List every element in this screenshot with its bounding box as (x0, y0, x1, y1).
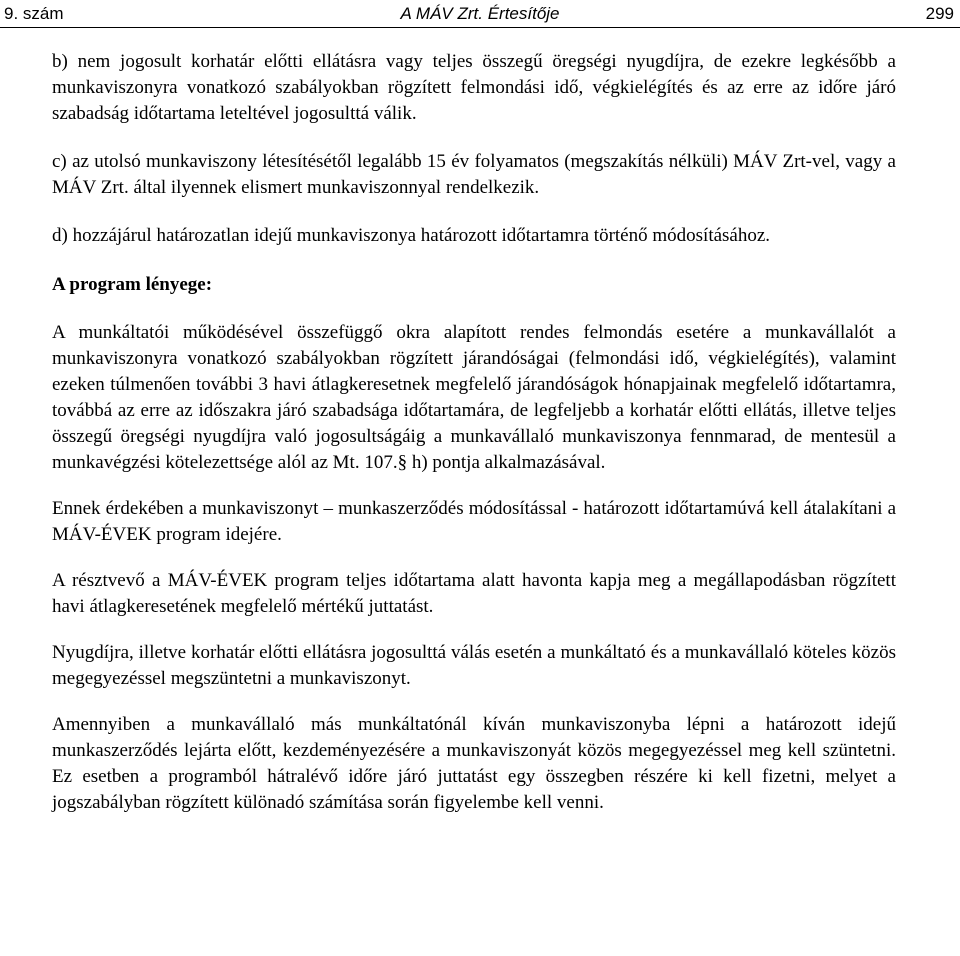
section-heading: A program lényege: (52, 274, 213, 295)
paragraph-condition-d: d) hozzájárul határozatlan idejű munkaviszonya határozott időtartamra történő módosításához. (52, 225, 771, 246)
paragraph-condition-c: c) az utolsó munkaviszony létesítésétől legalább 15 év folyamatos (megszakítás nélküli) MÁV Zrt-vel, vagy a MÁV Zrt. által ilyennek elismert munkaviszonnyal rendelkezik. (52, 151, 896, 198)
journal-title: A MÁV Zrt. Értesítője (400, 4, 560, 23)
page-body (52, 49, 896, 836)
paragraph-contract-modification: Ennek érdekében a munkaviszonyt – munkaszerződés módosítással - határozott időtartamúvá kell átalakítani a MÁV-ÉVEK program idejére. (52, 498, 896, 545)
page-number: 299 (925, 4, 954, 23)
paragraph-pension-termination: Nyugdíjra, illetve korhatár előtti ellátásra jogosulttá válás esetén a munkáltató és a munkavállaló köteles közös megegyezéssel megszüntetni a munkaviszonyt. (52, 642, 896, 689)
paragraph-condition-b: b) nem jogosult korhatár előtti ellátásra vagy teljes összegű öregségi nyugdíjra, de ezekre legkésőbb a munkaviszonyra vonatkozó szabályokban rögzített felmondási idő, végkielégítés és az erre az időre járó szabadság időtartama leteltével jogosulttá válik. (52, 51, 896, 124)
issue-number: 9. szám (4, 4, 64, 23)
paragraph-program-essence: A munkáltatói működésével összefüggő okra alapított rendes felmondás esetére a munkavállalót a munkaviszonyra vonatkozó szabályokban rögzített járandóságai (felmondási idő, végkielégítés), valamint ezeken túlmenően további 3 havi átlagkeresetnek megfelelő járandóságok hónapjainak megfelelő időtartamra, továbbá az erre az időszakra járó szabadsága időtartamára, de legfeljebb a korhatár előtti ellátás, illetve teljes összegű öregségi nyugdíjra való jogosultságáig a munkavállaló munkaviszonya fennmarad, de mentesül a munkavégzési kötelezettsége alól az Mt. 107.§ h) pontja alkalmazásával. (52, 322, 896, 473)
paragraph-participant-allowance: A résztvevő a MÁV-ÉVEK program teljes időtartama alatt havonta kapja meg a megállapodásban rögzített havi átlagkeresetének megfelelő mértékű juttatást. (52, 570, 896, 617)
running-header (0, 0, 960, 28)
paragraph-other-employer: Amennyiben a munkavállaló más munkáltatónál kíván munkaviszonyba lépni a határozott idejű munkaszerződés lejárta előtt, kezdeményezésére a munkaviszonyát közös megegyezéssel meg kell szüntetni. Ez esetben a programból hátralévő időre járó juttatást egy összegben részére ki kell fizetni, melyet a jogszabályban rögzített különadó számítása során figyelembe kell venni. (52, 714, 896, 813)
